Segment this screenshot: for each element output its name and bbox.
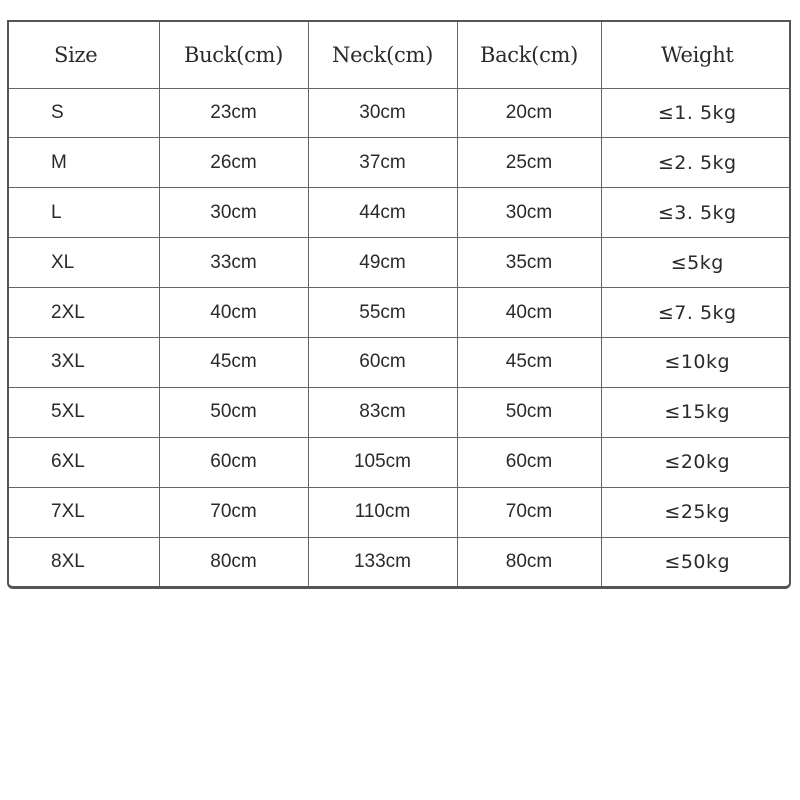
buck-cell: 80cm <box>159 537 308 586</box>
size-cell: 6XL <box>9 437 159 487</box>
neck-cell: 49cm <box>308 238 457 288</box>
header-row <box>9 22 791 88</box>
back-cell: 50cm <box>457 387 601 437</box>
table-row <box>9 338 791 388</box>
neck-cell: 37cm <box>308 138 457 188</box>
back-cell: 60cm <box>457 437 601 487</box>
size-table <box>9 22 791 586</box>
header-size: Size <box>9 22 159 88</box>
buck-cell: 26cm <box>159 138 308 188</box>
size-cell: 3XL <box>9 338 159 388</box>
weight-cell: ≤2. 5kg <box>601 138 791 188</box>
size-cell: L <box>9 188 159 238</box>
weight-cell: ≤10kg <box>601 338 791 388</box>
header-back: Back(cm) <box>457 22 601 88</box>
size-cell: XL <box>9 238 159 288</box>
weight-cell: ≤25kg <box>601 487 791 537</box>
size-cell: S <box>9 88 159 138</box>
size-cell: 2XL <box>9 288 159 338</box>
table-row <box>9 537 791 586</box>
size-cell: 5XL <box>9 387 159 437</box>
buck-cell: 30cm <box>159 188 308 238</box>
neck-cell: 60cm <box>308 338 457 388</box>
neck-cell: 55cm <box>308 288 457 338</box>
size-cell: M <box>9 138 159 188</box>
table-row <box>9 387 791 437</box>
weight-cell: ≤7. 5kg <box>601 288 791 338</box>
back-cell: 40cm <box>457 288 601 338</box>
header-neck: Neck(cm) <box>308 22 457 88</box>
size-cell: 7XL <box>9 487 159 537</box>
back-cell: 25cm <box>457 138 601 188</box>
table-row <box>9 487 791 537</box>
header-buck: Buck(cm) <box>159 22 308 88</box>
table-row <box>9 238 791 288</box>
back-cell: 30cm <box>457 188 601 238</box>
neck-cell: 83cm <box>308 387 457 437</box>
weight-cell: ≤5kg <box>601 238 791 288</box>
table-row <box>9 88 791 138</box>
weight-cell: ≤15kg <box>601 387 791 437</box>
back-cell: 80cm <box>457 537 601 586</box>
buck-cell: 40cm <box>159 288 308 338</box>
back-cell: 45cm <box>457 338 601 388</box>
buck-cell: 23cm <box>159 88 308 138</box>
buck-cell: 50cm <box>159 387 308 437</box>
weight-cell: ≤20kg <box>601 437 791 487</box>
neck-cell: 110cm <box>308 487 457 537</box>
neck-cell: 105cm <box>308 437 457 487</box>
weight-cell: ≤3. 5kg <box>601 188 791 238</box>
neck-cell: 44cm <box>308 188 457 238</box>
table-row <box>9 288 791 338</box>
size-cell: 8XL <box>9 537 159 586</box>
buck-cell: 60cm <box>159 437 308 487</box>
neck-cell: 30cm <box>308 88 457 138</box>
buck-cell: 70cm <box>159 487 308 537</box>
neck-cell: 133cm <box>308 537 457 586</box>
table-row <box>9 188 791 238</box>
table-row <box>9 437 791 487</box>
header-weight: Weight <box>601 22 791 88</box>
weight-cell: ≤50kg <box>601 537 791 586</box>
size-chart-table <box>7 20 791 589</box>
table-row <box>9 138 791 188</box>
weight-cell: ≤1. 5kg <box>601 88 791 138</box>
back-cell: 20cm <box>457 88 601 138</box>
back-cell: 70cm <box>457 487 601 537</box>
buck-cell: 33cm <box>159 238 308 288</box>
back-cell: 35cm <box>457 238 601 288</box>
buck-cell: 45cm <box>159 338 308 388</box>
